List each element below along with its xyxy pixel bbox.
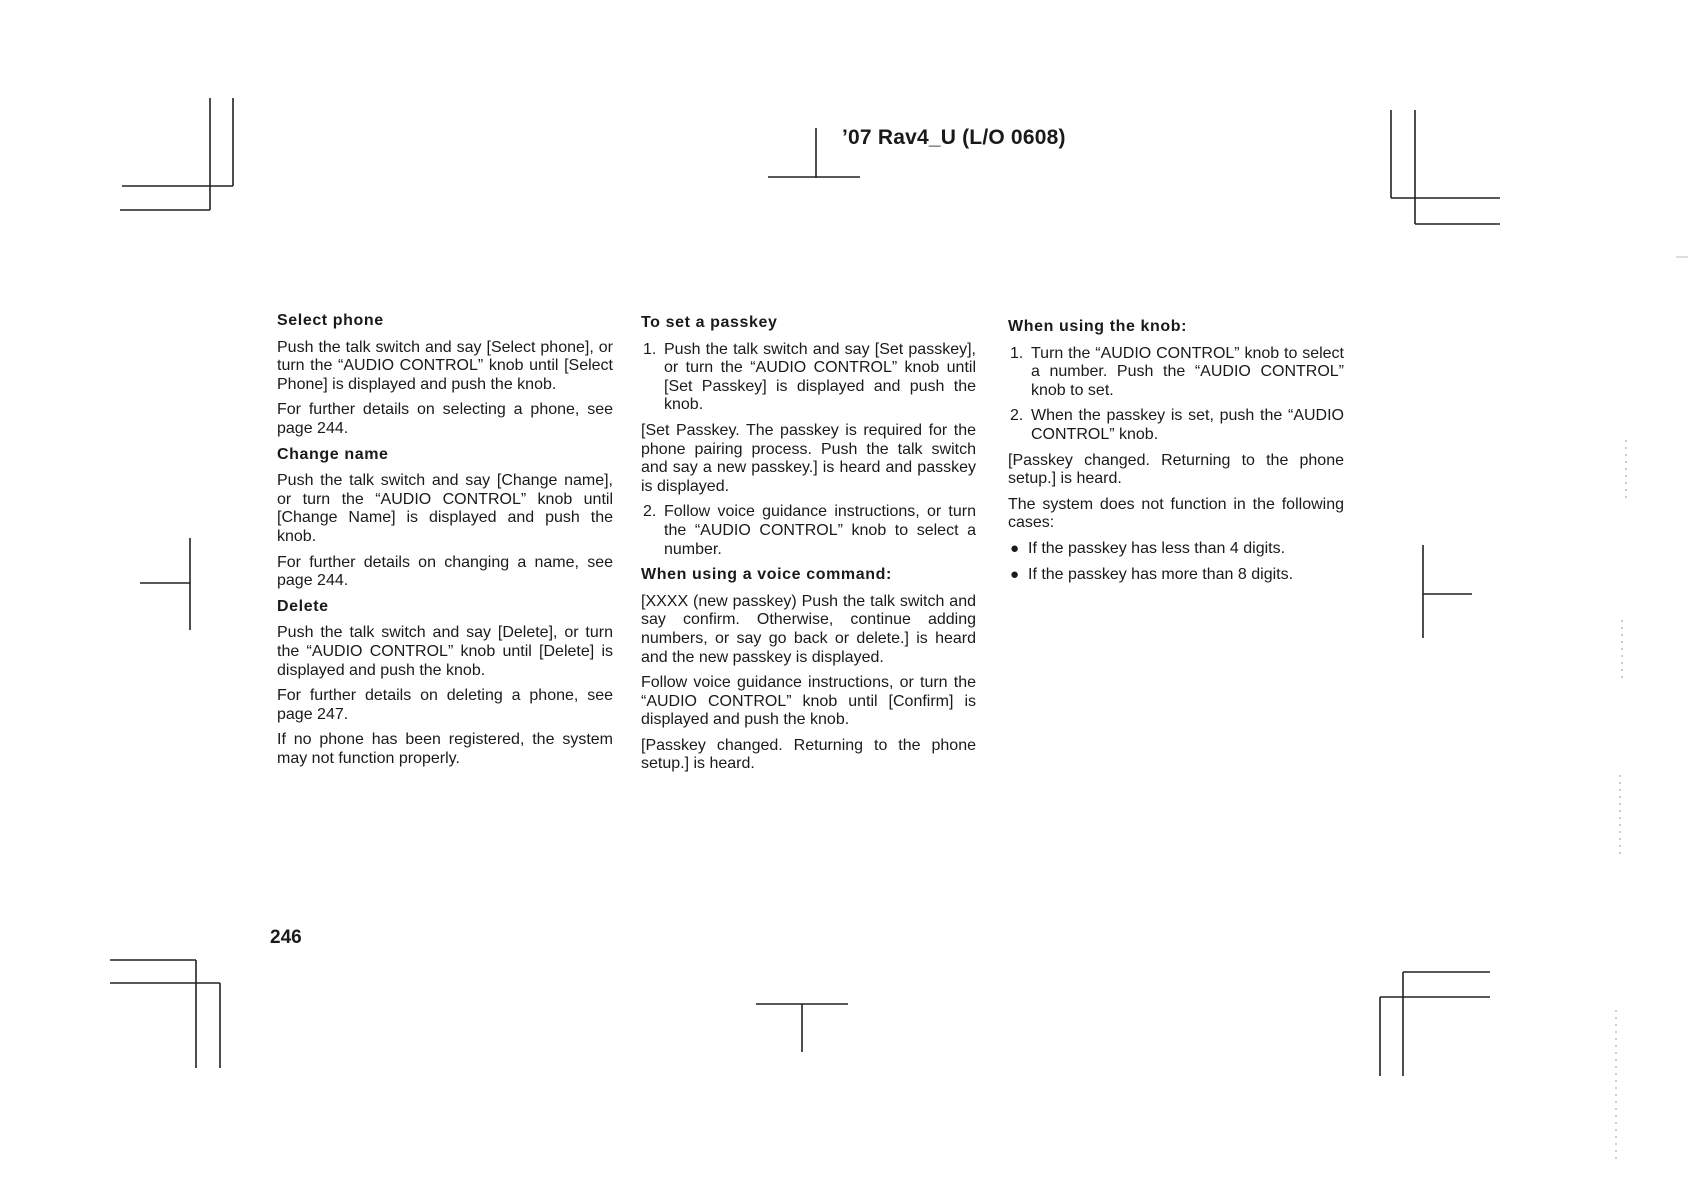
- paragraph: For further details on changing a name, see page 244.: [277, 553, 613, 590]
- list-item: [1008, 566, 1344, 585]
- paragraph: [Set Passkey. The passkey is required for the phone pairing process. Push the talk switch and say a new passkey.] is heard and passkey is displayed.: [641, 421, 976, 495]
- paragraph: The system does not function in the following cases:: [1008, 495, 1344, 532]
- list-item: [641, 341, 976, 415]
- page-number: 246: [270, 927, 302, 948]
- list-item: [641, 503, 976, 559]
- list-item: [1008, 407, 1344, 444]
- paragraph: Follow voice guidance instructions, or turn the “AUDIO CONTROL” knob until [Confirm] is displayed and push the knob.: [641, 674, 976, 729]
- section-heading-select-phone: Select phone: [277, 312, 384, 329]
- paragraph: For further details on selecting a phone, see page 244.: [277, 401, 613, 437]
- paragraph: [XXXX (new passkey) Push the talk switch and say confirm. Otherwise, continue adding numbers, or say go back or delete.] is heard and the new passkey is displayed.: [641, 592, 976, 666]
- bullet-text: If the passkey has more than 8 digits.: [1028, 565, 1294, 583]
- section-heading-voice-command: When using a voice command:: [641, 566, 892, 584]
- list-item: [1008, 345, 1344, 401]
- paragraph: Push the talk switch and say [Change name], or turn the “AUDIO CONTROL” knob until [Change Name] is displayed and push the knob.: [277, 472, 613, 545]
- document-header: ’07 Rav4_U (L/O 0608): [842, 126, 1066, 149]
- paragraph: If no phone has been registered, the system may not function properly.: [277, 731, 613, 767]
- bullet-icon: ●: [1010, 539, 1020, 557]
- section-heading-delete: Delete: [277, 597, 329, 615]
- section-heading-using-knob: When using the knob:: [1008, 318, 1188, 335]
- step-number: 2.: [643, 503, 657, 521]
- column-3: [1008, 318, 1344, 591]
- step-number: 2.: [1010, 407, 1024, 425]
- bullet-text: If the passkey has less than 4 digits.: [1028, 539, 1286, 557]
- column-2: [641, 314, 976, 781]
- section-heading-set-passkey: To set a passkey: [641, 314, 778, 331]
- paragraph: Push the talk switch and say [Select phone], or turn the “AUDIO CONTROL” knob until [Select Phone] is displayed and push the knob.: [277, 338, 613, 393]
- step-number: 1.: [643, 340, 657, 358]
- column-1: [277, 312, 613, 775]
- step-text: Turn the “AUDIO CONTROL” knob to select a number. Push the “AUDIO CONTROL” knob to set.: [1031, 344, 1344, 399]
- steps-list: [641, 341, 976, 415]
- steps-list: [641, 503, 976, 559]
- step-text: Follow voice guidance instructions, or turn the “AUDIO CONTROL” knob to select a number.: [664, 503, 976, 558]
- steps-list: [1008, 345, 1344, 445]
- paragraph: [Passkey changed. Returning to the phone setup.] is heard.: [641, 736, 976, 773]
- bullet-list: [1008, 540, 1344, 584]
- paragraph: For further details on deleting a phone, see page 247.: [277, 687, 613, 723]
- list-item: [1008, 540, 1344, 559]
- step-text: Push the talk switch and say [Set passkey], or turn the “AUDIO CONTROL” knob until [Set Passkey] is displayed and push the knob.: [664, 340, 976, 414]
- section-heading-change-name: Change name: [277, 445, 389, 463]
- paragraph: [Passkey changed. Returning to the phone setup.] is heard.: [1008, 451, 1344, 488]
- step-number: 1.: [1010, 344, 1024, 362]
- paragraph: Push the talk switch and say [Delete], or turn the “AUDIO CONTROL” knob until [Delete] is displayed and push the knob.: [277, 624, 613, 679]
- bullet-icon: ●: [1010, 565, 1020, 583]
- step-text: When the passkey is set, push the “AUDIO CONTROL” knob.: [1031, 407, 1344, 443]
